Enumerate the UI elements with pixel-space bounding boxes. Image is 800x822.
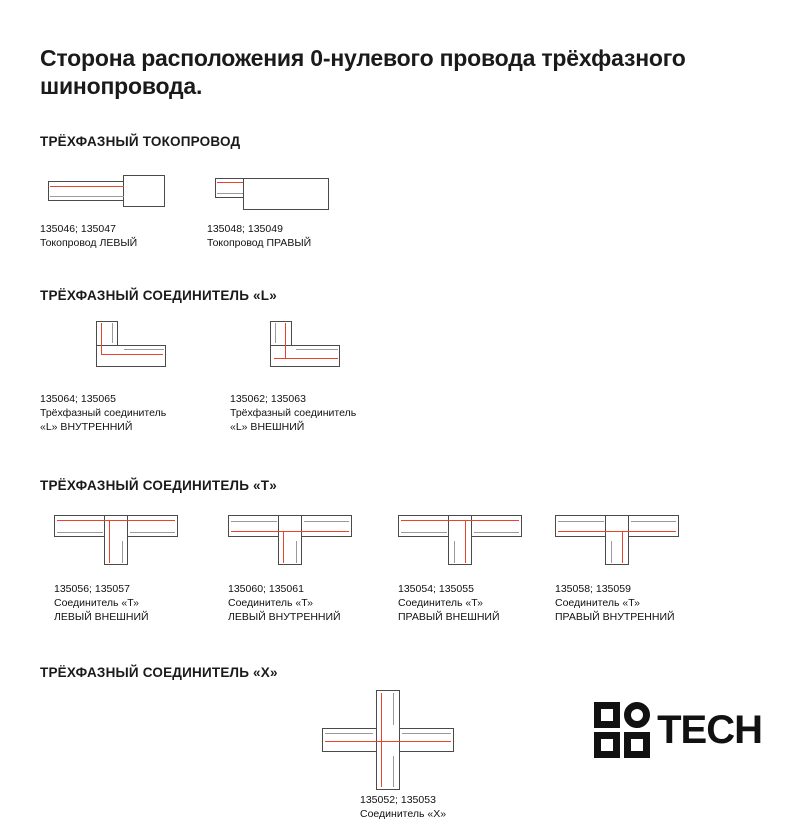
product-name-line-2: ЛЕВЫЙ ВНЕШНИЙ [54, 610, 149, 623]
phase-line-right [631, 521, 676, 522]
product-item-135052 [322, 690, 522, 822]
product-name-line-1: Соединитель «Т» [555, 596, 641, 609]
neutral-wire-line-horizontal [57, 520, 175, 521]
phase-line-left [401, 532, 447, 533]
product-codes: 135062; 135063 [230, 393, 306, 406]
product-item-135064 [40, 317, 240, 435]
product-name-line-1: Токопровод ЛЕВЫЙ [40, 236, 138, 249]
neutral-wire-line-stem [465, 521, 466, 563]
phase-line-top [393, 693, 394, 725]
logo-square-top-left [594, 702, 620, 728]
product-item-135060 [228, 507, 408, 625]
phase-line-right [304, 521, 349, 522]
section-heading-x: ТРЁХФАЗНЫЙ СОЕДИНИТЕЛЬ «Х» [40, 665, 278, 681]
novotech-mark-icon [594, 702, 650, 758]
artwork-t-left-external [54, 507, 224, 583]
product-caption [322, 794, 522, 822]
neutral-wire-line-vertical [285, 323, 286, 359]
neutral-wire-line-horizontal [401, 520, 519, 521]
phase-line-horizontal [296, 349, 338, 350]
page-title: Сторона расположения 0-нулевого провода трёхфазного шинопровода. [40, 45, 686, 100]
product-caption [207, 223, 407, 251]
phase-line-left [325, 733, 373, 734]
phase-line-bottom [393, 756, 394, 787]
neutral-wire-line-horizontal [101, 354, 163, 355]
phase-line-left [57, 532, 103, 533]
product-caption [555, 583, 755, 625]
logo-square-bottom-right [624, 732, 650, 758]
logo-circle-top-right [624, 702, 650, 728]
artwork-t-right-internal [555, 507, 755, 583]
neutral-wire-line-stem [109, 521, 110, 563]
product-name-line-2: «L» ВНУТРЕННИЙ [40, 420, 133, 433]
product-name-line-1: Соединитель «Т» [228, 596, 314, 609]
product-codes: 135054; 135055 [398, 583, 474, 596]
section-heading-feed: ТРЁХФАЗНЫЙ ТОКОПРОВОД [40, 134, 241, 150]
product-codes: 135058; 135059 [555, 583, 631, 596]
phase-line-stem [122, 541, 123, 563]
corner-join [271, 346, 291, 366]
product-codes: 135048; 135049 [207, 223, 283, 236]
feed-box [243, 178, 329, 210]
artwork-t-left-internal [228, 507, 408, 583]
product-name-line-1: Токопровод ПРАВЫЙ [207, 236, 312, 249]
product-name-line-1: Трёхфазный соединитель [230, 406, 357, 419]
product-name-line-1: Трёхфазный соединитель [40, 406, 167, 419]
phase-line-horizontal [124, 349, 164, 350]
section-heading-t: ТРЁХФАЗНЫЙ СОЕДИНИТЕЛЬ «Т» [40, 478, 277, 494]
product-item-135056 [54, 507, 224, 625]
neutral-wire-line-vertical [101, 323, 102, 355]
neutral-wire-line-horizontal [231, 531, 349, 532]
feed-box [123, 175, 165, 207]
neutral-wire-line [217, 182, 243, 183]
neutral-wire-line-stem [622, 532, 623, 563]
artwork-x-connector [322, 690, 522, 794]
product-caption [54, 583, 224, 625]
product-name-line-2: «L» ВНЕШНИЙ [230, 420, 305, 433]
product-name-line-2: ПРАВЫЙ ВНУТРЕННИЙ [555, 610, 675, 623]
artwork-feed-right [207, 165, 407, 223]
product-item-135054 [398, 507, 578, 625]
phase-line-right [474, 532, 519, 533]
product-codes: 135064; 135065 [40, 393, 116, 406]
product-codes: 135046; 135047 [40, 223, 116, 236]
artwork-l-internal [40, 317, 240, 393]
neutral-wire-line-stem [283, 532, 284, 563]
phase-line-left [558, 521, 604, 522]
phase-line-stem [611, 541, 612, 563]
neutral-wire-line-horizontal [274, 358, 338, 359]
product-caption [398, 583, 578, 625]
phase-line [50, 196, 124, 197]
logo-square-bottom-left [594, 732, 620, 758]
product-name-line-1: Соединитель «Т» [398, 596, 484, 609]
phase-line-right [130, 532, 175, 533]
product-caption [40, 393, 240, 435]
brand-wordmark [656, 708, 762, 753]
phase-line-left [231, 521, 277, 522]
phase-line-stem [454, 541, 455, 563]
section-row-l [40, 303, 760, 453]
product-codes: 135056; 135057 [54, 583, 130, 596]
artwork-feed-left [40, 165, 220, 223]
neutral-wire-line-horizontal [325, 741, 451, 742]
neutral-wire-line-vertical [381, 693, 382, 787]
corner-join [97, 346, 117, 366]
track-body [48, 181, 124, 201]
product-caption [40, 223, 220, 251]
phase-line [217, 193, 243, 194]
brand-logo [594, 702, 762, 758]
product-codes: 135060; 135061 [228, 583, 304, 596]
section-heading-l: ТРЁХФАЗНЫЙ СОЕДИНИТЕЛЬ «L» [40, 288, 277, 304]
product-item-135058 [555, 507, 755, 625]
brand-wordmark-text: TECH [657, 707, 762, 752]
product-codes: 135052; 135053 [360, 794, 436, 807]
section-row-feed [40, 149, 760, 261]
section-row-t [40, 493, 760, 643]
corner-join [606, 516, 628, 537]
product-name-line-1: Соединитель «Т» [54, 596, 140, 609]
product-name-line-2: ЛЕВЫЙ ВНУТРЕННИЙ [228, 610, 341, 623]
artwork-t-right-external [398, 507, 578, 583]
phase-line-vertical [112, 323, 113, 343]
product-name-line-2: ПРАВЫЙ ВНЕШНИЙ [398, 610, 500, 623]
product-name-line-1: Соединитель «Х» [360, 807, 447, 820]
product-item-135048 [207, 165, 407, 251]
phase-line-stem [296, 541, 297, 563]
neutral-wire-line [50, 186, 124, 187]
product-item-135046 [40, 165, 220, 251]
phase-line-vertical [275, 323, 276, 343]
phase-line-right [402, 733, 451, 734]
neutral-wire-line-horizontal [558, 531, 676, 532]
product-caption [228, 583, 408, 625]
product-item-135062 [230, 317, 440, 435]
artwork-l-external [230, 317, 440, 393]
product-caption [230, 393, 440, 435]
